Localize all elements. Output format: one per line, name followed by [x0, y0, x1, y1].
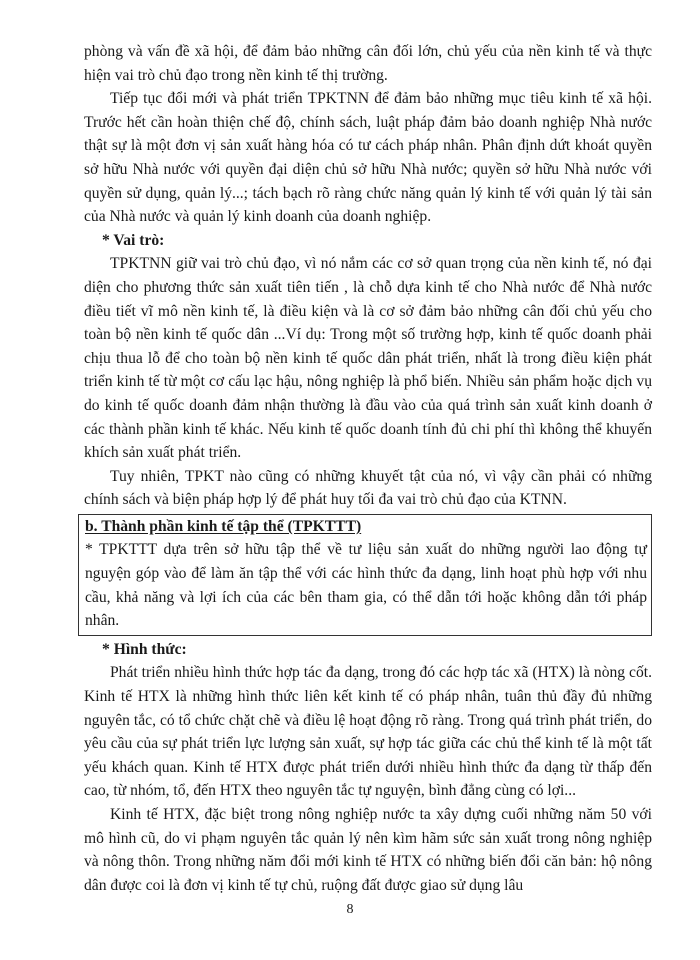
heading-hinh-thuc: * Hình thức:: [102, 640, 187, 658]
paragraph-6: Phát triển nhiều hình thức hợp tác đa dạng, trong đó các hợp tác xã (HTX) là nòng cốt. Kinh tế HTX là những hình thức liên kết kinh tế có pháp nhân, tuân thủ đầy đủ những nguyên tắc, có tổ chức chặt chẽ và điều lệ hoạt động rõ ràng. Trong quá trình phát triển, do yêu cầu của sự phát triển lực lượng sản xuất, sự hợp tác giữa các chủ thể kinh tế là một tất yếu khách quan. Kinh tế HTX được phát triển dưới nhiều hình thức đa dạng từ thấp đến cao, từ nhóm, tổ, đến HTX theo nguyên tắc tự nguyện, bình đẳng cùng có lợi...: [84, 664, 652, 800]
heading-vai-tro: * Vai trò:: [102, 231, 165, 249]
section-b-heading: b. Thành phần kinh tế tập thể (TPKTTT): [85, 517, 362, 535]
paragraph-4: Tuy nhiên, TPKT nào cũng có những khuyết tật của nó, vì vậy cần phải có những chính sách và biện pháp hợp lý để phát huy tối đa vai trò chủ đạo của KTNN.: [84, 467, 652, 509]
page-number: 8: [346, 902, 354, 917]
section-b-box: [78, 514, 652, 636]
paragraph-1: phòng và vấn đề xã hội, để đảm bảo những cân đối lớn, chủ yếu của nền kinh tế và thực hiện vai trò chủ đạo trong nền kinh tế thị trường.: [84, 43, 652, 84]
paragraph-7: Kinh tế HTX, đặc biệt trong nông nghiệp nước ta xây dựng cuối những năm 50 với mô hình cũ, do vi phạm nguyên tắc quản lý nên kìm hãm sức sản xuất trong nông nghiệp và nông thôn. Trong những năm đổi mới kinh tế HTX có những biến đổi căn bản: hộ nông dân được coi là đơn vị kinh tế tự chủ, ruộng đất được giao sử dụng lâu: [84, 806, 652, 894]
paragraph-2: Tiếp tục đổi mới và phát triển TPKTNN để đảm bảo những mục tiêu kinh tế xã hội. Trước hết cần hoàn thiện chế độ, chính sách, luật pháp đảm bảo doanh nghiệp Nhà nước thật sự là một đơn vị sản xuất hàng hóa có tư cách pháp nhân. Phân định dứt khoát quyền sở hữu Nhà nước với quyền đại diện chủ sở hữu Nhà nước; quyền sở hữu Nhà nước với quyền sử dụng, quản lý...; tách bạch rõ ràng chức năng quản lý kinh tế với quản lý tài sản của Nhà nước và quản lý kinh doanh của doanh nghiệp.: [84, 90, 652, 226]
paragraph-3: TPKTNN giữ vai trò chủ đạo, vì nó nắm các cơ sở quan trọng của nền kinh tế, nó đại diện cho phương thức sản xuất tiên tiến , là chỗ dựa kinh tế cho Nhà nước để Nhà nước điều tiết vĩ mô nền kinh tế, là điều kiện và là cơ sở đảm bảo những cân đối chủ yếu cho toàn bộ nền kinh tế quốc dân ...Ví dụ: Trong một số trường hợp, kinh tế quốc doanh phải chịu thua lỗ để cho toàn bộ nền kinh tế quốc dân phát triển, nhất là trong điều kiện phát triển kinh tế từ một cơ cấu lạc hậu, nông nghiệp là phổ biến. Nhiều sản phẩm hoặc dịch vụ do kinh tế quốc doanh đảm nhận thường là đầu vào của quá trình sản xuất kinh doanh ở các thành phần kinh tế khác. Nếu kinh tế quốc doanh tính đủ chi phí thì không thể khuyến khích sản xuất phát triển.: [84, 255, 652, 462]
document-page: [84, 40, 652, 897]
paragraph-5: * TPKTTT dựa trên sở hữu tập thể về tư liệu sản xuất do những người lao động tự nguyện góp vào để làm ăn tập thể với các hình thức đa dạng, linh hoạt phù hợp với nhu cầu, khả năng và lợi ích của các bên tham gia, có thể dẫn tới hoặc không dẫn tới pháp nhân.: [85, 541, 647, 630]
